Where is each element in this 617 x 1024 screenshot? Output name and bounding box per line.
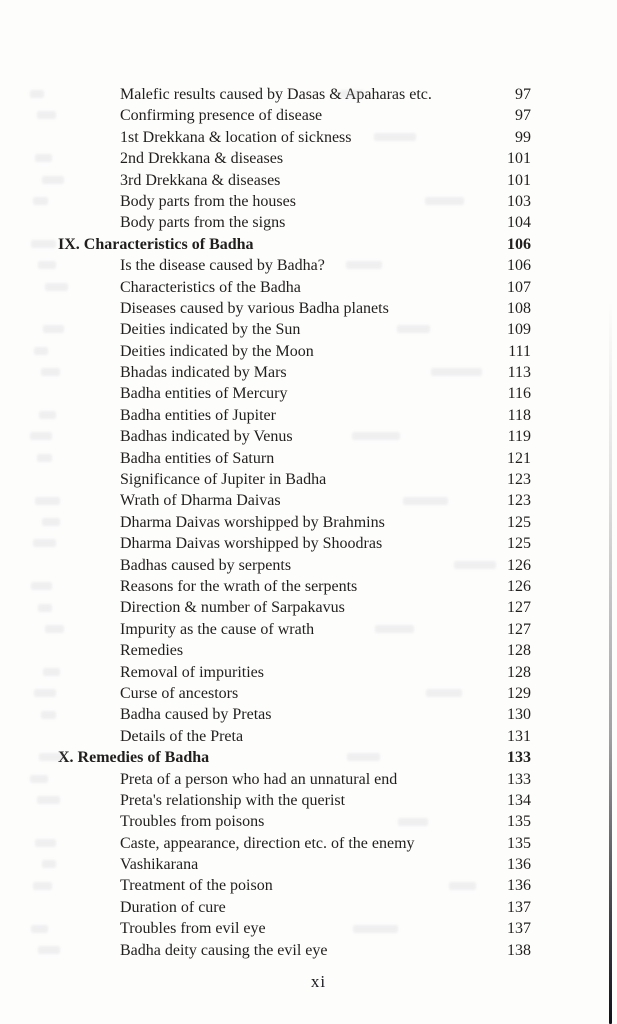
toc-entry-label: Badhas caused by serpents bbox=[120, 556, 292, 574]
scan-artifact bbox=[41, 711, 56, 719]
toc-row bbox=[58, 897, 531, 918]
toc-entry-page: 126 bbox=[507, 556, 531, 574]
toc-entry-page: 107 bbox=[507, 278, 531, 296]
toc-entry-page: 103 bbox=[507, 192, 531, 210]
toc-entry-label: Badha entities of Saturn bbox=[120, 449, 275, 467]
toc-entry-page: 111 bbox=[508, 342, 531, 360]
toc-section-row bbox=[58, 747, 531, 768]
toc-entry-page: 133 bbox=[507, 770, 531, 788]
toc-row bbox=[58, 255, 531, 276]
toc-entry-label: Body parts from the houses bbox=[120, 192, 296, 210]
toc-entry-page: 128 bbox=[507, 642, 531, 660]
toc-entry-page: 133 bbox=[507, 749, 531, 767]
toc-entry-page: 135 bbox=[507, 834, 531, 852]
toc-row bbox=[58, 148, 531, 169]
toc-entry-label: Badha entities of Mercury bbox=[120, 385, 288, 403]
toc-row bbox=[58, 383, 531, 404]
toc-entry-label: Curse of ancestors bbox=[120, 684, 239, 702]
page-number-footer: xi bbox=[310, 972, 327, 991]
toc-entry-label: Troubles from evil eye bbox=[120, 920, 266, 938]
toc-entry-page: 125 bbox=[507, 513, 531, 531]
toc-row bbox=[58, 212, 531, 233]
toc-row bbox=[58, 127, 531, 148]
toc-entry-label: Badhas indicated by Venus bbox=[120, 428, 293, 446]
scan-artifact bbox=[38, 604, 52, 612]
scan-artifact bbox=[31, 925, 48, 933]
toc-entry-label: Deities indicated by the Moon bbox=[120, 342, 314, 360]
toc-entry-page: 97 bbox=[515, 107, 531, 125]
toc-entry-label: X. Remedies of Badha bbox=[58, 749, 210, 767]
toc-row bbox=[58, 619, 531, 640]
toc-row bbox=[58, 426, 531, 447]
scan-artifact bbox=[34, 689, 56, 697]
toc-entry-label: Troubles from poisons bbox=[120, 813, 265, 831]
toc-section-row bbox=[58, 234, 531, 255]
toc-entry-page: 126 bbox=[507, 577, 531, 595]
toc-entry-label: Diseases caused by various Badha planets bbox=[120, 299, 389, 317]
toc-row bbox=[58, 790, 531, 811]
toc-row bbox=[58, 597, 531, 618]
toc-entry-page: 138 bbox=[507, 941, 531, 959]
toc-entry-label: 3rd Drekkana & diseases bbox=[120, 171, 281, 189]
scan-artifact bbox=[30, 432, 52, 440]
toc-entry-label: Vashikarana bbox=[120, 856, 199, 874]
scan-artifact bbox=[35, 154, 52, 162]
scan-artifact bbox=[33, 539, 56, 547]
toc-entry-label: Direction & number of Sarpakavus bbox=[120, 599, 345, 617]
toc-entry-page: 104 bbox=[507, 214, 531, 232]
scan-artifact bbox=[42, 860, 56, 868]
toc-row bbox=[58, 811, 531, 832]
toc-entry-label: Malefic results caused by Dasas & Apaharas etc. bbox=[120, 86, 432, 103]
toc-entry-page: 136 bbox=[507, 877, 531, 895]
scan-artifact bbox=[38, 261, 56, 269]
toc-entry-label: Details of the Preta bbox=[120, 727, 244, 745]
toc-entry-page: 118 bbox=[507, 406, 531, 424]
toc-entry-page: 134 bbox=[507, 791, 531, 809]
scan-artifact bbox=[38, 946, 60, 954]
scan-artifact bbox=[31, 240, 56, 248]
toc-entry-label: Badha caused by Pretas bbox=[120, 706, 272, 724]
toc-entry-label: Wrath of Dharma Daivas bbox=[120, 492, 281, 510]
toc-entry-page: 99 bbox=[515, 128, 531, 146]
toc-entry-label: Duration of cure bbox=[120, 898, 226, 916]
toc-entry-label: Preta's relationship with the querist bbox=[120, 791, 346, 809]
toc-entry-page: 127 bbox=[507, 599, 531, 617]
toc-row bbox=[58, 683, 531, 704]
toc-row bbox=[58, 833, 531, 854]
toc-row bbox=[58, 662, 531, 683]
toc-row bbox=[58, 854, 531, 875]
toc-entry-label: Preta of a person who had an unnatural end bbox=[120, 770, 398, 788]
toc-entry-page: 128 bbox=[507, 663, 531, 681]
scan-artifact bbox=[30, 775, 48, 783]
toc-row bbox=[58, 405, 531, 426]
toc-row bbox=[58, 298, 531, 319]
scan-artifact bbox=[35, 497, 60, 505]
toc-entry-page: 121 bbox=[507, 449, 531, 467]
toc-entry-page: 101 bbox=[507, 171, 531, 189]
toc-row bbox=[58, 319, 531, 340]
toc-row bbox=[58, 105, 531, 126]
toc-entry-page: 136 bbox=[507, 856, 531, 874]
table-of-contents bbox=[58, 84, 531, 961]
toc-entry-page: 123 bbox=[507, 492, 531, 510]
toc-row bbox=[58, 769, 531, 790]
toc-row bbox=[58, 533, 531, 554]
toc-row bbox=[58, 341, 531, 362]
toc-entry-label: Remedies bbox=[120, 642, 184, 660]
toc-row bbox=[58, 512, 531, 533]
toc-entry-page: 101 bbox=[507, 150, 531, 168]
toc-entry-label: 2nd Drekkana & diseases bbox=[120, 150, 284, 168]
toc-entry-label: Badha entities of Jupiter bbox=[120, 406, 276, 424]
toc-row bbox=[58, 448, 531, 469]
toc-row bbox=[58, 490, 531, 511]
toc-entry-label: 1st Drekkana & location of sickness bbox=[120, 128, 352, 146]
toc-entry-page: 106 bbox=[507, 257, 531, 275]
toc-entry-label: Treatment of the poison bbox=[120, 877, 273, 895]
toc-entry-page: 106 bbox=[507, 235, 531, 253]
scan-artifact bbox=[33, 197, 48, 205]
toc-entry-page: 108 bbox=[507, 299, 531, 317]
toc-row bbox=[58, 277, 531, 298]
toc-row bbox=[58, 170, 531, 191]
toc-entry-label: Dharma Daivas worshipped by Shoodras bbox=[120, 535, 383, 553]
toc-row bbox=[58, 469, 531, 490]
toc-entry-label: Removal of impurities bbox=[120, 663, 264, 681]
scan-artifact bbox=[39, 411, 56, 419]
toc-entry-page: 127 bbox=[507, 620, 531, 638]
toc-entry-page: 130 bbox=[507, 706, 531, 724]
page-gutter-shadow bbox=[609, 300, 612, 1024]
toc-entry-label: Caste, appearance, direction etc. of the enemy bbox=[120, 834, 415, 852]
toc-entry-label: Reasons for the wrath of the serpents bbox=[120, 577, 358, 595]
toc-row bbox=[58, 555, 531, 576]
toc-entry-label: IX. Characteristics of Badha bbox=[58, 235, 254, 253]
scan-artifact bbox=[33, 882, 52, 890]
scan-artifact bbox=[37, 454, 52, 462]
toc-row bbox=[58, 940, 531, 961]
toc-row bbox=[58, 640, 531, 661]
scan-artifact bbox=[34, 347, 48, 355]
toc-row bbox=[58, 84, 531, 105]
toc-entry-label: Badha deity causing the evil eye bbox=[120, 941, 328, 959]
toc-row bbox=[58, 726, 531, 747]
scan-artifact bbox=[31, 582, 52, 590]
toc-entry-page: 131 bbox=[507, 727, 531, 745]
toc-entry-page: 119 bbox=[507, 428, 531, 446]
toc-row bbox=[58, 918, 531, 939]
scan-artifact bbox=[37, 796, 60, 804]
toc-entry-label: Significance of Jupiter in Badha bbox=[120, 471, 327, 489]
toc-entry-page: 123 bbox=[507, 471, 531, 489]
toc-entry-label: Bhadas indicated by Mars bbox=[120, 364, 287, 382]
toc-entry-label: Body parts from the signs bbox=[120, 214, 286, 232]
toc-entry-page: 125 bbox=[507, 535, 531, 553]
toc-entry-label: Deities indicated by the Sun bbox=[120, 321, 301, 339]
toc-entry-label: Confirming presence of disease bbox=[120, 107, 323, 125]
toc-row bbox=[58, 875, 531, 896]
toc-entry-label: Impurity as the cause of wrath bbox=[120, 620, 315, 638]
toc-row bbox=[58, 191, 531, 212]
toc-entry-page: 109 bbox=[507, 321, 531, 339]
toc-entry-page: 97 bbox=[515, 86, 531, 103]
toc-entry-page: 129 bbox=[507, 684, 531, 702]
toc-entry-label: Dharma Daivas worshipped by Brahmins bbox=[120, 513, 385, 531]
toc-entry-page: 137 bbox=[507, 920, 531, 938]
toc-entry-page: 116 bbox=[507, 385, 531, 403]
toc-row bbox=[58, 704, 531, 725]
toc-entry-page: 137 bbox=[507, 898, 531, 916]
scan-artifact bbox=[37, 111, 56, 119]
toc-entry-page: 113 bbox=[507, 364, 531, 382]
scan-artifact bbox=[30, 90, 44, 98]
scan-artifact bbox=[35, 839, 56, 847]
toc-entry-label: Characteristics of the Badha bbox=[120, 278, 301, 296]
toc-row bbox=[58, 362, 531, 383]
toc-entry-label: Is the disease caused by Badha? bbox=[120, 257, 325, 275]
toc-entry-page: 135 bbox=[507, 813, 531, 831]
toc-row bbox=[58, 576, 531, 597]
